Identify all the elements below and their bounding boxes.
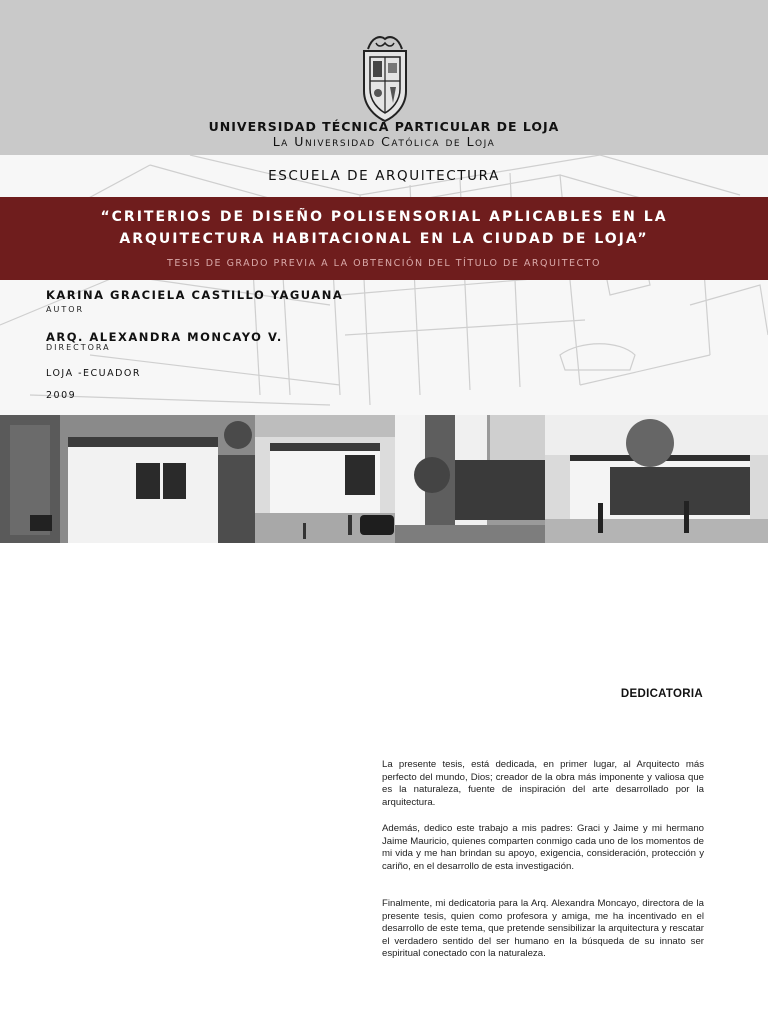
author-role: AUTOR (46, 305, 85, 314)
dedication-paragraph: Además, dedico este trabajo a mis padres: Graci y Jaime y mi hermano Jaime Mauricio, quienes comparten conmigo cada uno de los momentos de mi vida y me han brindan su apoyo, exigencia, consideración, protección y cariño, en el desarrollo de esta investigación. (382, 823, 704, 872)
location: LOJA -ECUADOR (46, 368, 141, 379)
render-photo-2 (255, 415, 395, 543)
author-name: KARINA GRACIELA CASTILLO YAGUANA (46, 288, 344, 302)
thesis-subtitle: TESIS DE GRADO PREVIA A LA OBTENCIÓN DEL TÍTULO DE ARQUITECTO (167, 258, 601, 269)
year: 2009 (46, 390, 77, 401)
university-crest-icon (356, 33, 414, 123)
architecture-render-strip (0, 415, 768, 543)
director-name: ARQ. ALEXANDRA MONCAYO V. (46, 330, 283, 344)
thesis-title-line-1: “CRITERIOS DE DISEÑO POLISENSORIAL APLICABLES EN LA (100, 209, 668, 225)
university-name: UNIVERSIDAD TÉCNICA PARTICULAR DE LOJA (208, 119, 560, 134)
render-photo-3 (395, 415, 545, 543)
school-name: ESCUELA DE ARQUITECTURA (268, 168, 500, 184)
university-subtitle: La Universidad Católica de Loja (272, 134, 496, 149)
dedication-paragraph: La presente tesis, está dedicada, en primer lugar, al Arquitecto más perfecto del mundo, Dios; creador de la obra más imponente y valiosa que es la naturaleza, fuente de inspiración del arte desarrollado por la arquitectura. (382, 759, 704, 808)
render-photo-1 (0, 415, 255, 543)
render-photo-4 (545, 415, 768, 543)
dedication-paragraph: Finalmente, mi dedicatoria para la Arq. Alexandra Moncayo, directora de la presente tesis, quien como profesora y amiga, me ha incentivado en el desarrollo de este tema, que pretende sensibilizar la arquitectura y rescatar el verdadero sentido del ser humano en la búsqueda de su innato ser espiritual conectado con la naturaleza. (382, 898, 704, 959)
dedication-heading: DEDICATORIA (620, 688, 703, 700)
director-role: DIRECTORA (46, 343, 111, 352)
thesis-title-line-2: ARQUITECTURA HABITACIONAL EN LA CIUDAD DE LOJA” (119, 231, 649, 247)
